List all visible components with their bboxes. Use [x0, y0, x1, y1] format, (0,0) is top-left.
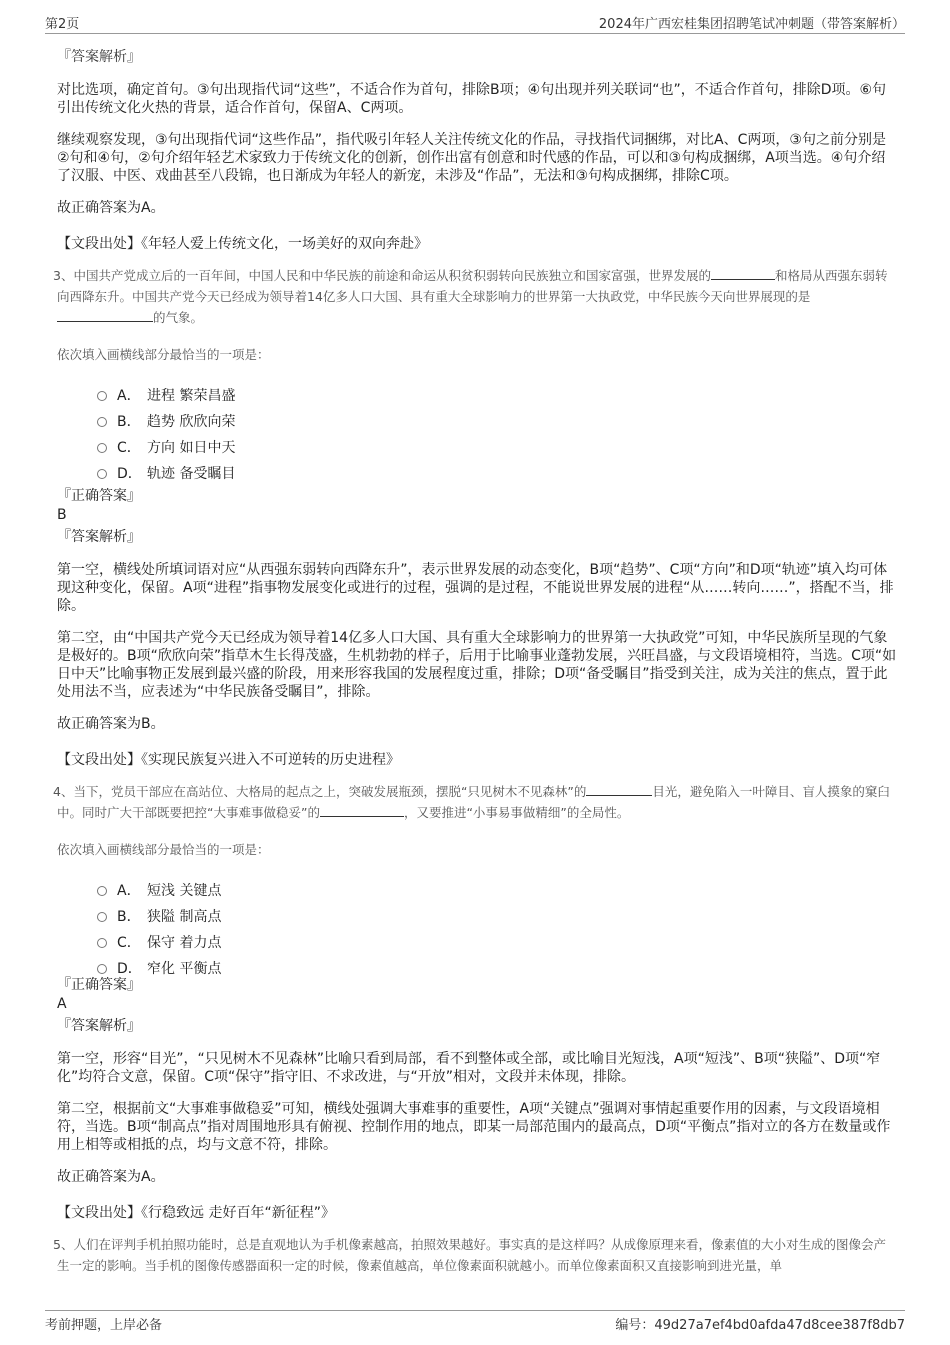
q2-analysis-p2: 继续观察发现，③句出现指代词“这些作品”，指代吸引年轻人关注传统文化的作品，寻找指代词捆绑，对比A、C两项，③句之前分别是②句和④句，②句介绍年轻艺术家致力于传统文化的创新，创作出富有创意和时代感的作品，可以和③句构成捆绑，A项当选。④句介绍了汉服、中医、戏曲甚至八段锦，也日渐成为年轻人的新宠，未涉及“作品”，无法和③句构成捆绑，排除C项。 — [57, 132, 886, 184]
footer-slogan: 考前押题，上岸必备 — [45, 1318, 163, 1333]
q4-analysis-label: 『答案解析』 — [57, 1018, 141, 1034]
q4-prompt: 依次填入画横线部分最恰当的一项是： — [57, 842, 270, 857]
q3-correct-answer — [57, 487, 897, 547]
page-header — [45, 13, 905, 34]
q3-conclusion: 故正确答案为B。 — [57, 716, 165, 732]
q3-text-c: 的气象。 — [153, 310, 204, 325]
q4-options — [97, 878, 897, 982]
radio-icon[interactable] — [97, 417, 107, 427]
q4-correct-answer — [57, 976, 897, 1036]
q4-stem — [53, 781, 897, 823]
q2-source: 【文段出处】《年轻人爱上传统文化，一场美好的双向奔赴》 — [57, 236, 428, 252]
q3-analysis-label: 『答案解析』 — [57, 529, 141, 545]
q3-correct-label: 『正确答案』 — [57, 488, 141, 504]
q4-correct-value: A — [57, 996, 67, 1012]
q4-source: 【文段出处】《行稳致远 走好百年“新征程”》 — [57, 1205, 335, 1221]
q4-option-a[interactable]: A． 短浅 关键点 — [97, 878, 897, 904]
q2-conclusion: 故正确答案为A。 — [57, 200, 165, 216]
q3-blank-2[interactable] — [57, 309, 153, 322]
q3-prompt: 依次填入画横线部分最恰当的一项是： — [57, 347, 270, 362]
document-code: 编号：49d27a7ef4bd0afda47d8cee387f8db7 — [615, 1318, 905, 1333]
radio-icon[interactable] — [97, 938, 107, 948]
radio-icon[interactable] — [97, 469, 107, 479]
q3-option-b[interactable]: B． 趋势 欣欣向荣 — [97, 409, 897, 435]
page-footer — [45, 1310, 905, 1336]
q4-analysis-p2: 第二空，根据前文“大事难事做稳妥”可知，横线处强调大事难事的重要性，A项“关键点”强调对事情起重要作用的因素，与文段语境相符，当选。B项“制高点”指对周围地形具有俯视、控制作用的地点，即某一局部范围内的最高点，D项“平衡点”指对立的各方在数量或作用上相等或相抵的点，均与文意不符，排除。 — [57, 1101, 891, 1153]
page-number: 第2页 — [45, 17, 80, 32]
q3-options — [97, 383, 897, 487]
q4-option-d[interactable]: D． 窄化 平衡点 — [97, 956, 897, 982]
q3-correct-value: B — [57, 507, 67, 523]
q3-text-a: 3、中国共产党成立后的一百年间，中国人民和中华民族的前途和命运从积贫积弱转向民族独立和国家富强，世界发展的 — [53, 268, 711, 283]
document-title: 2024年广西宏桂集团招聘笔试冲刺题（带答案解析） — [598, 17, 905, 32]
q4-text-a: 4、当下，党员干部应在高站位、大格局的起点之上，突破发展瓶颈，摆脱“只见树木不见森林”的 — [53, 784, 587, 799]
q4-blank-1[interactable] — [586, 783, 652, 796]
radio-icon[interactable] — [97, 964, 107, 974]
q4-text-c: ，又要推进“小事易事做精细”的全局性。 — [403, 805, 630, 820]
q3-blank-1[interactable] — [711, 267, 775, 280]
q3-option-c[interactable]: C． 方向 如日中天 — [97, 435, 897, 461]
q3-source: 【文段出处】《实现民族复兴进入不可逆转的历史进程》 — [57, 752, 400, 768]
q5-stem: 5、人们在评判手机拍照功能时，总是直观地认为手机像素越高，拍照效果越好。事实真的是这样吗？从成像原理来看，像素值的大小对生成的图像会产生一定的影响。当手机的图像传感器面积一定的时候，像素值越高，单位像素面积就越小。而单位像素面积又直接影响到进光量，单 — [53, 1237, 886, 1273]
document-body — [53, 42, 897, 1276]
q3-analysis-p1: 第一空，横线处所填词语对应“从西强东弱转向西降东升”，表示世界发展的动态变化，B项“趋势”、C项“方向”和D项“轨迹”填入均可体现这种变化，保留。A项“进程”指事物发展变化或进行的过程，强调的是过程，不能说世界发展的进程“从……转向……”，搭配不当，排除。 — [57, 562, 894, 614]
q4-conclusion: 故正确答案为A。 — [57, 1169, 165, 1185]
radio-icon[interactable] — [97, 886, 107, 896]
q4-correct-label: 『正确答案』 — [57, 977, 141, 993]
q3-stem — [53, 265, 897, 328]
q4-blank-2[interactable] — [320, 804, 404, 817]
q3-analysis-p2: 第二空，由“中国共产党今天已经成为领导着14亿多人口大国、具有重大全球影响力的世界第一大执政党”可知，中华民族所呈现的气象是极好的。B项“欣欣向荣”指草木生长得茂盛，生机勃勃的样子，后用于比喻事业蓬勃发展，兴旺昌盛，与文段语境相符，当选。C项“如日中天”比喻事物正发展到最兴盛的阶段，用来形容我国的发展程度过重，排除；D项“备受瞩目”指受到关注，成为关注的焦点，置于此处用法不当，应表述为“中华民族备受瞩目”，排除。 — [57, 630, 897, 700]
q2-analysis-p1: 对比选项，确定首句。③句出现指代词“这些”，不适合作为首句，排除B项；④句出现并列关联词“也”，不适合作首句，排除D项。⑥句引出传统文化火热的背景，适合作首句，保留A、C两项。 — [57, 82, 887, 116]
q3-text-b: 和格局从西强东弱转向西降东升。中国共产党今天已经成为领导着14亿多人口大国、具有重大全球影响力的世界第一大执政党，中华民族今天向世界展现的是 — [57, 268, 888, 304]
q2-analysis-label: 『答案解析』 — [57, 49, 141, 65]
q4-option-c[interactable]: C． 保守 着力点 — [97, 930, 897, 956]
q4-analysis-p1: 第一空，形容“目光”，“只见树木不见森林”比喻只看到局部，看不到整体或全部，或比喻目光短浅，A项“短浅”、B项“狭隘”、D项“窄化”均符合文意，保留。C项“保守”指守旧、不求改进，与“开放”相对，文段并未体现，排除。 — [57, 1051, 881, 1085]
radio-icon[interactable] — [97, 912, 107, 922]
q4-text-b: 目光，避免陷入一叶障目、盲人摸象的窠臼中。同时广大干部既要把控“大事难事做稳妥”的 — [57, 784, 890, 820]
q4-option-b[interactable]: B． 狭隘 制高点 — [97, 904, 897, 930]
q3-option-d[interactable]: D． 轨迹 备受瞩目 — [97, 461, 897, 487]
q3-option-a[interactable]: A． 进程 繁荣昌盛 — [97, 383, 897, 409]
radio-icon[interactable] — [97, 391, 107, 401]
radio-icon[interactable] — [97, 443, 107, 453]
